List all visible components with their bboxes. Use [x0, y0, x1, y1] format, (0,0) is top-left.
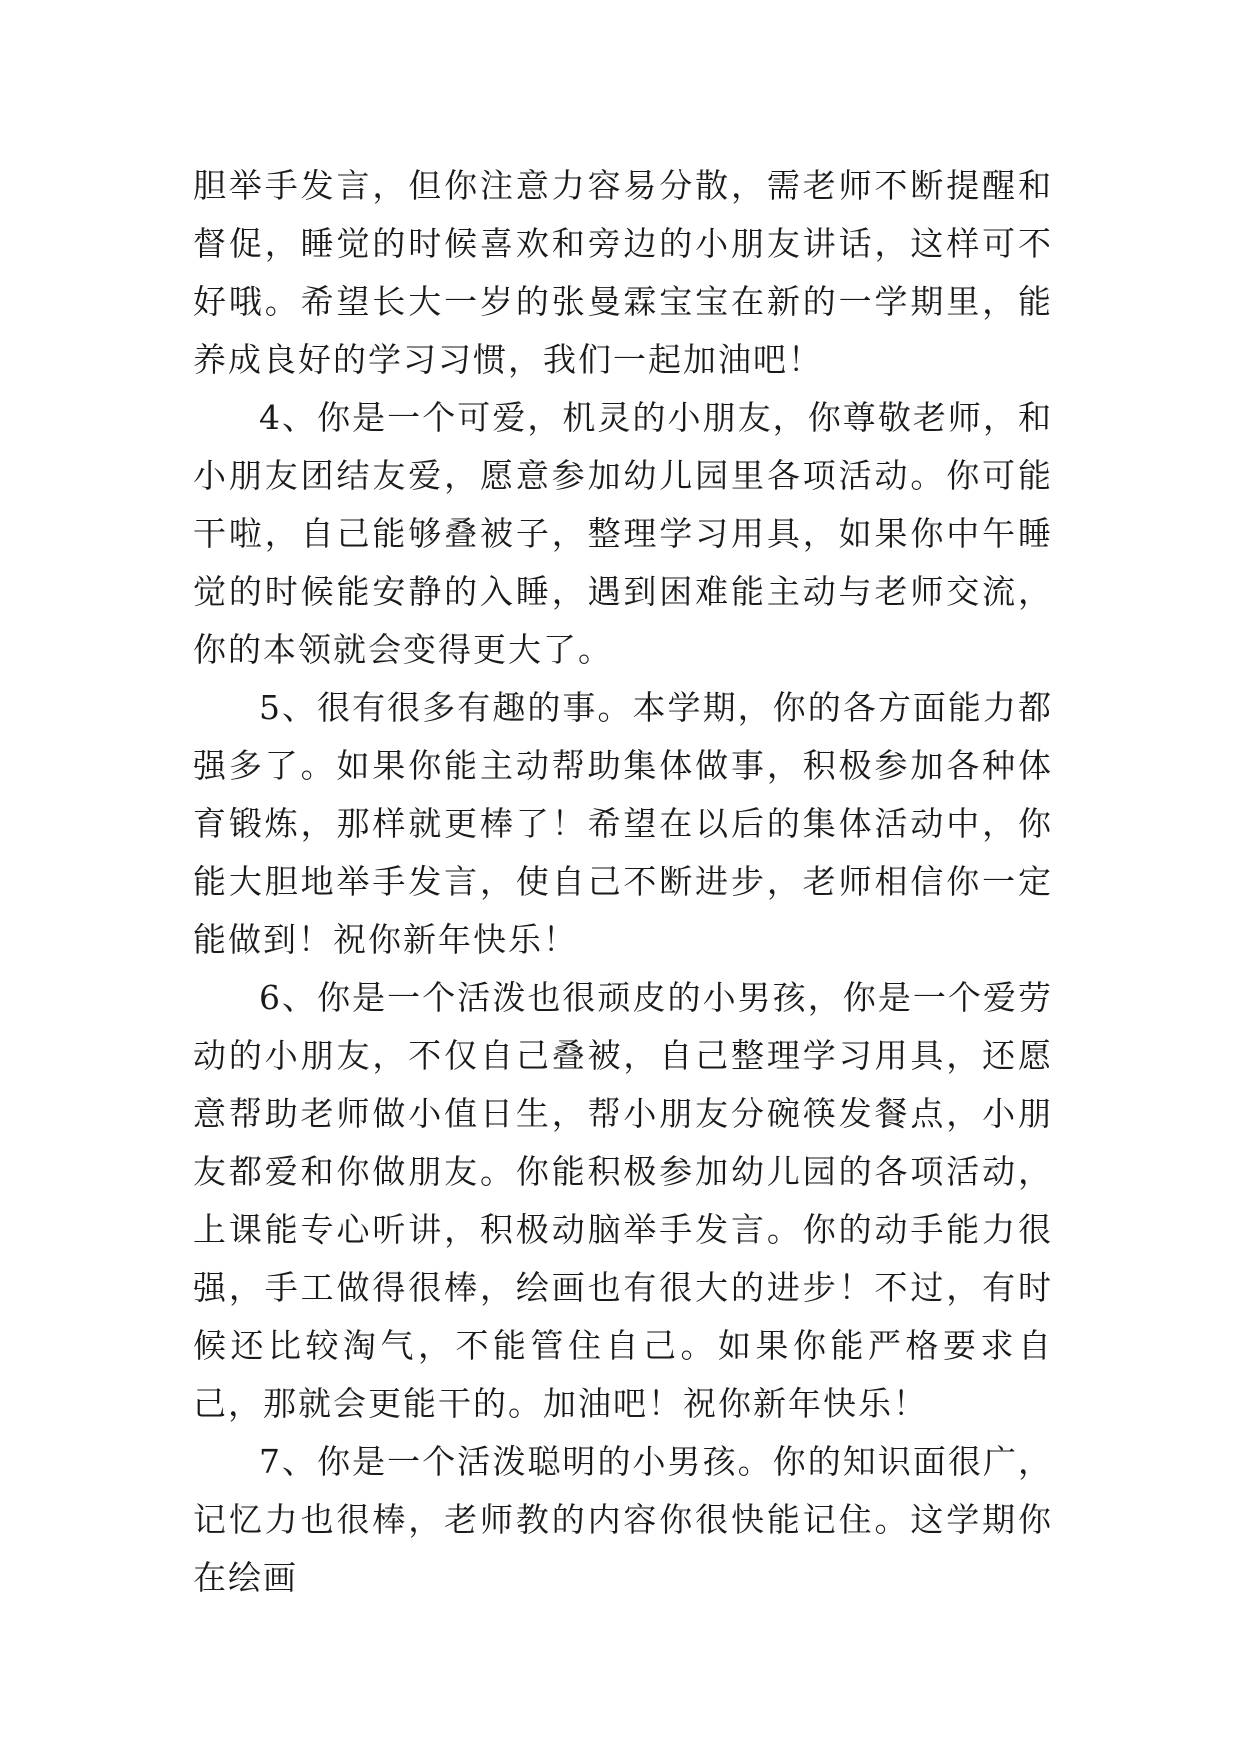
paragraph-item-5: 5、很有很多有趣的事。本学期，你的各方面能力都强多了。如果你能主动帮助集体做事，积极参加各种体育锻炼，那样就更棒了！希望在以后的集体活动中，你能大胆地举手发言，使自己不断进步，老师相信你一定能做到！祝你新年快乐！: [193, 688, 1053, 959]
paragraph-continued: 胆举手发言，但你注意力容易分散，需老师不断提醒和督促，睡觉的时候喜欢和旁边的小朋友讲话，这样可不好哦。希望长大一岁的张曼霖宝宝在新的一学期里，能养成良好的学习习惯，我们一起加油吧！: [193, 166, 1053, 379]
paragraph-item-4: 4、你是一个可爱，机灵的小朋友，你尊敬老师，和小朋友团结友爱，愿意参加幼儿园里各项活动。你可能干啦，自己能够叠被子，整理学习用具，如果你中午睡觉的时候能安静的入睡，遇到困难能主动与老师交流，你的本领就会变得更大了。: [193, 398, 1053, 669]
paragraph-item-6: 6、你是一个活泼也很顽皮的小男孩，你是一个爱劳动的小朋友，不仅自己叠被，自己整理学习用具，还愿意帮助老师做小值日生，帮小朋友分碗筷发餐点，小朋友都爱和你做朋友。你能积极参加幼儿园的各项活动，上课能专心听讲，积极动脑举手发言。你的动手能力很强，手工做得很棒，绘画也有很大的进步！不过，有时候还比较淘气，不能管住自己。如果你能严格要求自己，那就会更能干的。加油吧！祝你新年快乐！: [193, 978, 1053, 1423]
paragraph-item-7: 7、你是一个活泼聪明的小男孩。你的知识面很广，记忆力也很棒，老师教的内容你很快能记住。这学期你在绘画: [193, 1442, 1053, 1597]
document-body: [193, 157, 1053, 1607]
